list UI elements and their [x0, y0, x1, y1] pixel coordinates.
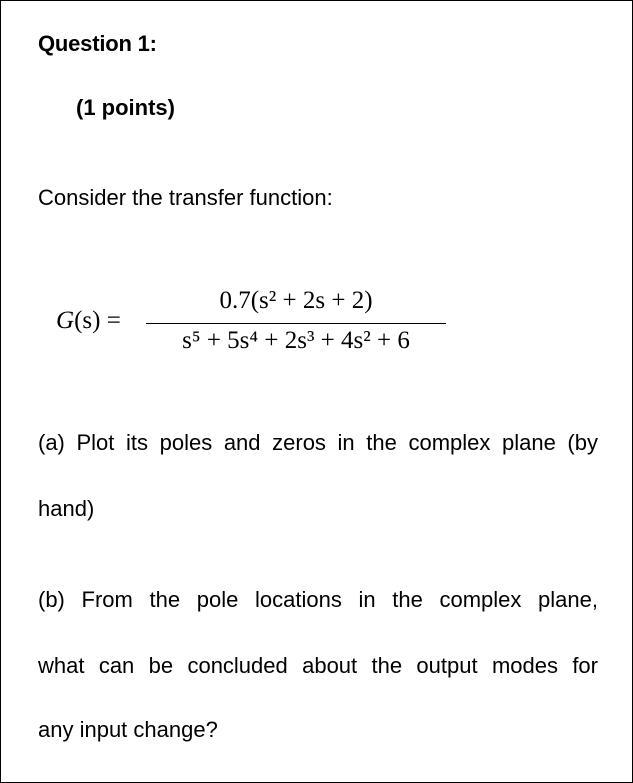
equation-lhs — [56, 307, 121, 335]
part-a-line-2: hand) — [38, 496, 95, 521]
question-heading: Question 1: — [38, 31, 157, 56]
part-b-line-1: (b) From the pole locations in the complex plane, — [38, 587, 598, 612]
equation-denominator: s⁵ + 5s⁴ + 2s³ + 4s² + 6 — [182, 327, 410, 354]
equation-equals-sign: = — [106, 307, 121, 334]
part-a-line-1: (a) Plot its poles and zeros in the complex plane (by — [38, 430, 598, 455]
equation-function-argument: (s) — [74, 307, 101, 334]
question-intro: Consider the transfer function: — [38, 185, 333, 210]
equation-function-name: G — [56, 307, 75, 334]
fraction-bar — [146, 323, 446, 324]
part-b-line-3: any input change? — [38, 717, 218, 742]
question-points: (1 points) — [76, 95, 175, 120]
part-b-line-2: what can be concluded about the output modes for — [38, 653, 598, 678]
equation-numerator: 0.7(s² + 2s + 2) — [219, 287, 373, 314]
